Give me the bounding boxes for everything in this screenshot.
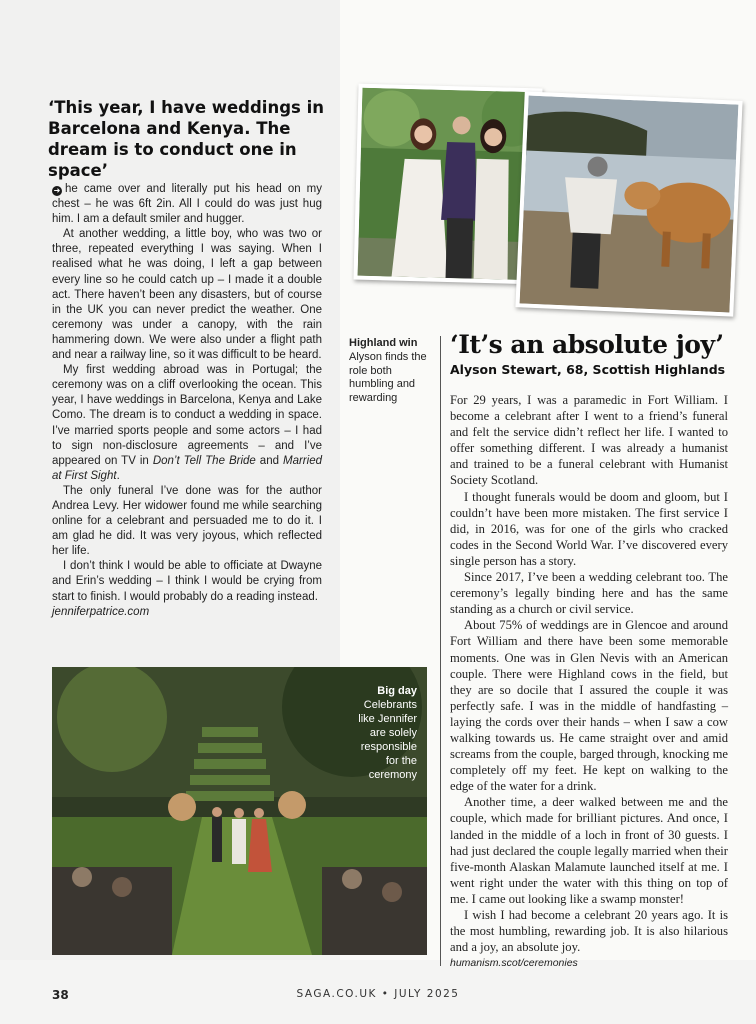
wedding-photo-brides xyxy=(353,84,542,285)
right-paragraph: Since 2017, I’ve been a wedding celebrant too. The ceremony’s legally binding here and has the same standing as a church or civil service. xyxy=(450,570,728,617)
left-paragraph: I don’t think I would be able to officiate at Dwayne and Erin’s wedding – I think I would be crying from start to finish. I would probably do a reading instead. xyxy=(52,560,322,603)
right-credit-link[interactable]: humanism.scot/ceremonies xyxy=(450,957,578,970)
column-divider xyxy=(440,336,441,966)
article-byline: Alyson Stewart, 68, Scottish Highlands xyxy=(450,362,726,377)
caption-title: Highland win xyxy=(349,337,418,349)
page-number: 38 xyxy=(52,988,69,1002)
left-paragraph: My first wedding abroad was in Portugal; the ceremony was on a cliff overlooking the ocean. This year, I have weddings in Barcelona, Kenya and Lake Como. The dream is to conduct a wedding in space. I’ve married sports people and some actors – I had to sign non-disclosure agreements – and I’ve appeared on TV in Don’t Tell The Bride and Married at First Sight. xyxy=(52,364,322,482)
left-paragraph: ➜ he came over and literally put his head on my chest – he was 6ft 2in. All I could do was just hug him. I am a default smiler and hugger. xyxy=(52,183,322,226)
right-paragraph: For 29 years, I was a paramedic in Fort William. I become a celebrant after I went to a friend’s funeral and felt the service didn’t reflect her life. I wanted to offer something different. I was already a humanist and trained to be a funeral celebrant with Humanist Society Scotland. xyxy=(450,393,728,488)
publication-footer: SAGA.CO.UK • JULY 2025 xyxy=(296,988,460,1000)
brides-image xyxy=(358,88,539,281)
left-paragraph: At another wedding, a little boy, who was two or three, repeated everything I was saying. When I realised what he was doing, I left a gap between every line so he could catch up – I made it a double act. There haven’t been any disasters, but of course in the UK you can never predict the weather. One ceremony was under a canopy, with the rain hammering down. We were also under a flight path and near a railway line, so it was difficult to be heard. xyxy=(52,228,322,362)
tv-show-title: Don’t Tell The Bride xyxy=(152,454,256,467)
left-credit-link[interactable]: jenniferpatrice.com xyxy=(52,605,150,618)
black-circle-arrow-icon: ➜ xyxy=(53,186,61,195)
right-paragraph: About 75% of weddings are in Glencoe and around Fort William and there have been some memorable moments. One was in Glen Nevis with an American couple. There were Highland cows in the field, but they are so docile that I assured the couple it was perfectly safe. I was in the middle of handfasting – laying the cords over their hands – when I saw a cow walking towards us. He came straight over and amid screams from the couple, barged through, knocking me completely off my feet. He kept on walking to the edge of the water for a drink. xyxy=(450,618,728,794)
right-paragraph: Another time, a deer walked between me and the couple, which made for brilliant pictures. And once, I landed in the middle of a loch in front of 30 guests. I had just declared the couple legally married when their five-month Alaskan Malamute launched itself at me. I went right under the water with this thing on top of me. I came out looking like a swamp monster! xyxy=(450,795,728,906)
pull-quote: ‘This year, I have weddings in Barcelona and Kenya. The dream is to conduct one in space’ xyxy=(48,98,324,180)
right-paragraph: I wish I had become a celebrant 20 years ago. It is the most humbling, rewarding job. It is also hilarious and a joy, an absolute joy. xyxy=(450,908,728,955)
highland-cow-photo xyxy=(515,91,742,316)
left-paragraph: The only funeral I’ve done was for the author Andrea Levy. Her widower found me while searching online for a celebrant and persuaded me to do it. I am glad he did. It was very joyous, which reflected her life. xyxy=(52,484,322,558)
right-paragraph: I thought funerals would be doom and gloom, but I couldn’t have been more mistaken. The first service I did, in 2016, was for one of the girls who cracked codes in the Second World War. I’ve discovered every single person has a story. xyxy=(450,489,728,568)
ceremony-photo-caption xyxy=(345,684,417,782)
left-article-column xyxy=(52,182,322,620)
caption-text: Celebrants like Jennifer are solely responsible for the ceremony xyxy=(358,699,417,781)
caption-text: Alyson finds the role both humbling and rewarding xyxy=(349,350,427,405)
highland-cow-image xyxy=(520,96,739,313)
photo-caption xyxy=(349,337,429,406)
tv-show-title: Married at First Sight xyxy=(52,454,322,482)
article-headline: ‘It’s an absolute joy’ xyxy=(450,330,724,359)
right-article-column xyxy=(450,392,728,971)
caption-title: Big day xyxy=(377,685,417,697)
